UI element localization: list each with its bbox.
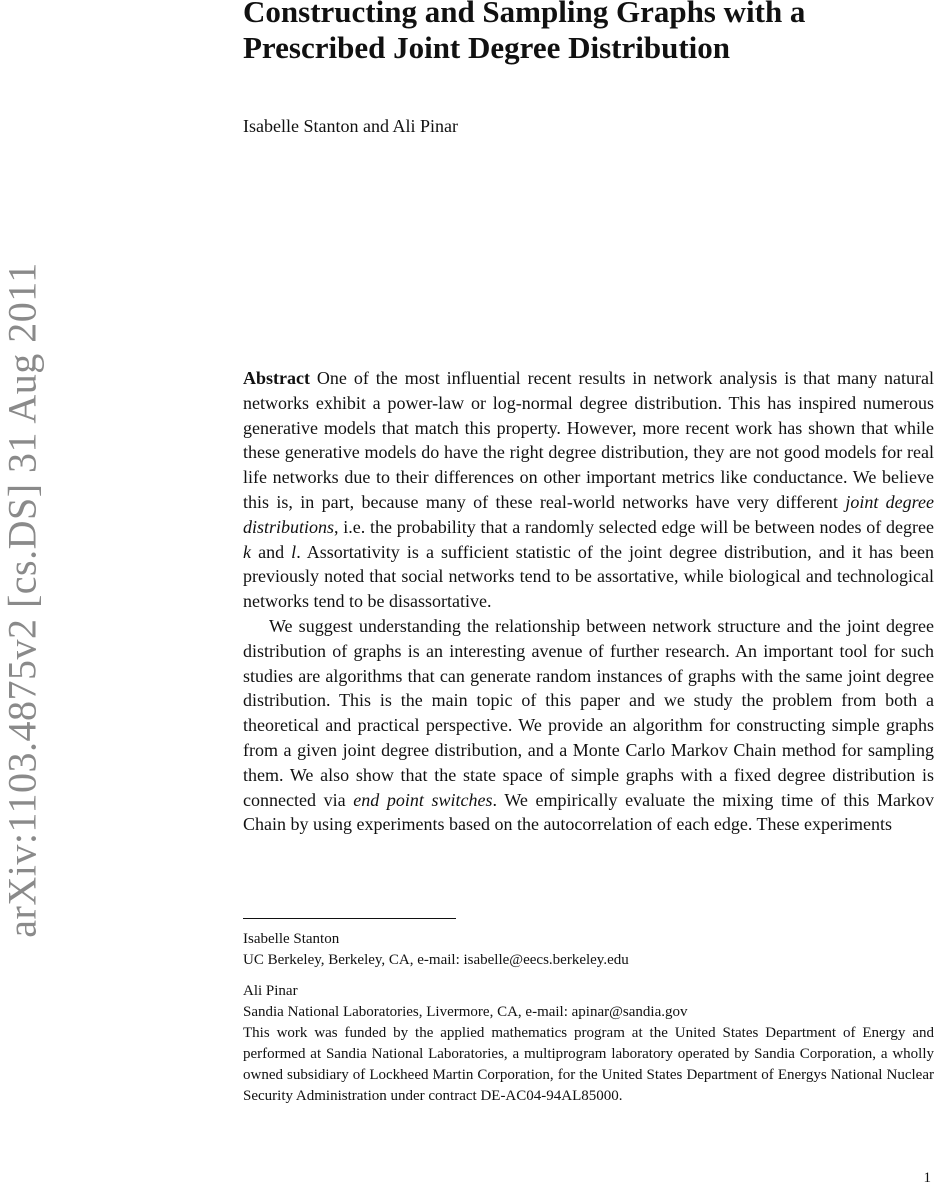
footnotes bbox=[243, 929, 934, 1107]
abstract-label: Abstract bbox=[243, 368, 310, 388]
abstract bbox=[243, 366, 934, 837]
abstract-paragraph-1 bbox=[243, 366, 934, 614]
paper-title bbox=[243, 0, 923, 66]
author-1-name: Isabelle Stanton bbox=[243, 931, 340, 947]
author-1-footnote bbox=[243, 929, 934, 971]
author-2-affiliation: Sandia National Laboratories, Livermore, CA, e-mail: apinar@sandia.gov bbox=[243, 1004, 688, 1020]
footnote-divider bbox=[243, 918, 456, 919]
abstract-paragraph-2 bbox=[243, 614, 934, 837]
author-2-footnote bbox=[243, 981, 934, 1107]
abstract-text: and bbox=[251, 541, 292, 562]
abstract-text: . We empirically evaluate the mixing time of this Markov Chain by using experiments based on the autocorrelation of each edge. These experiments bbox=[243, 789, 934, 835]
abstract-text: One of the most influential recent results in network analysis is that many natural networks exhibit a power-law or log-normal degree distribution. This has inspired numerous generative models that match this property. However, more recent work has shown that while these generative models do have the right degree distribution, they are not good models for real life networks due to their differences on other important metrics like conductance. We believe this is, in part, because many of these real-world networks have very different bbox=[243, 368, 934, 512]
author-list: Isabelle Stanton and Ali Pinar bbox=[243, 116, 458, 136]
title-line-1: Constructing and Sampling Graphs with a bbox=[243, 0, 806, 29]
arxiv-stamp bbox=[0, 0, 44, 1190]
abstract-emphasis: end point switches bbox=[353, 789, 493, 810]
abstract-text: , i.e. the probability that a randomly selected edge will be between nodes of degree bbox=[334, 516, 934, 537]
funding-note: This work was funded by the applied mathematics program at the United States Department of Energy and performed at Sandia National Laboratories, a multiprogram laboratory operated by Sandia Corporation, a wholly owned subsidiary of Lockheed Martin Corporation, for the United States Department of Energys National Nuclear Security Administration under contract DE-AC04-94AL85000. bbox=[243, 1025, 934, 1104]
title-line-2: Prescribed Joint Degree Distribution bbox=[243, 30, 731, 65]
page-number: 1 bbox=[923, 1170, 931, 1186]
abstract-text: We suggest understanding the relationship between network structure and the joint degree distribution of graphs is an interesting avenue of further research. An important tool for such studies are algorithms that can generate random instances of graphs with the same joint degree distribution. This is the main topic of this paper and we study the problem from both a theoretical and practical perspective. We provide an algorithm for constructing simple graphs from a given joint degree distribution, and a Monte Carlo Markov Chain method for sampling them. We also show that the state space of simple graphs with a fixed degree distribution is connected via bbox=[243, 615, 934, 810]
abstract-emphasis: joint degree distributions bbox=[243, 491, 934, 537]
math-variable-k: k bbox=[243, 541, 251, 562]
author-1-affiliation: UC Berkeley, Berkeley, CA, e-mail: isabelle@eecs.berkeley.edu bbox=[243, 952, 629, 968]
arxiv-identifier: arXiv:1103.4875v2 [cs.DS] 31 Aug 2011 bbox=[0, 262, 45, 938]
author-2-name: Ali Pinar bbox=[243, 983, 298, 999]
abstract-text: . Assortativity is a sufficient statistic of the joint degree distribution, and it has been previously noted that social networks tend to be assortative, while biological and technological networks tend to be disassortative. bbox=[243, 541, 934, 612]
math-variable-l: l bbox=[291, 541, 297, 562]
